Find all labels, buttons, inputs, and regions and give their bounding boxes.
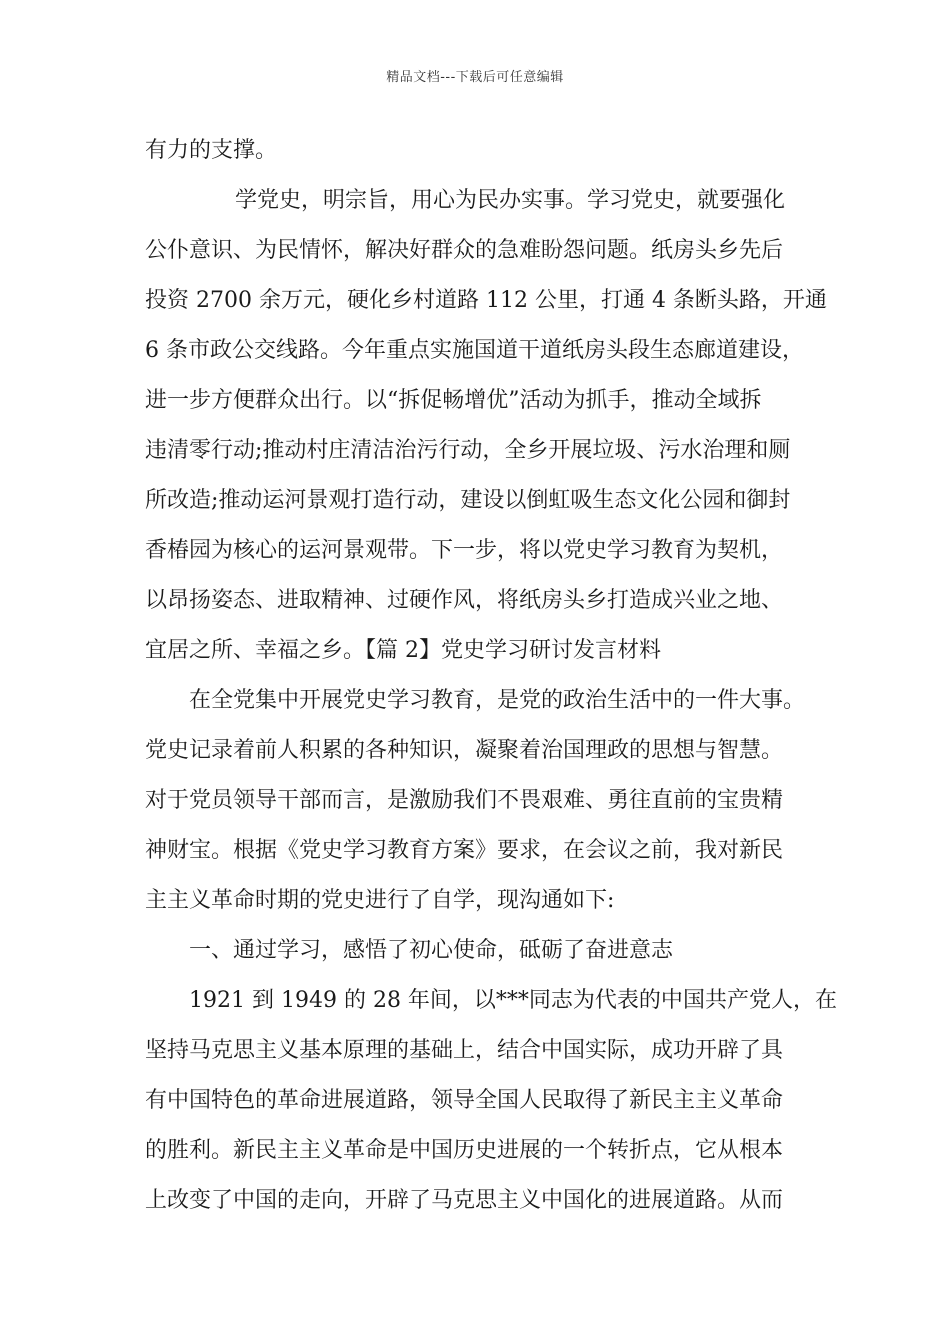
section-heading: 一、通过学习，感悟了初心使命，砥砺了奋进意志 <box>189 938 674 963</box>
text-line: 进一步方便群众出行。以“拆促畅增优”活动为抓手，推动全域拆 <box>145 388 762 413</box>
text-line: 宜居之所、幸福之乡。【篇 2】党史学习研讨发言材料 <box>145 638 661 663</box>
text-line: 香椿园为核心的运河景观带。下一步，将以党史学习教育为契机， <box>145 538 784 563</box>
text-line: 公仆意识、为民情怀，解决好群众的急难盼怨问题。纸房头乡先后 <box>145 238 784 263</box>
paragraph-start-line: 在全党集中开展党史学习教育，是党的政治生活中的一件大事。 <box>189 688 806 713</box>
text-line: 违清零行动;推动村庄清洁治污行动，全乡开展垃圾、污水治理和厕 <box>145 438 791 463</box>
paragraph-start-line: 1921 到 1949 的 28 年间，以***同志为代表的中国共产党人，在 <box>189 988 837 1013</box>
text-line: 上改变了中国的走向，开辟了马克思主义中国化的进展道路。从而 <box>145 1188 784 1213</box>
text-line: 6 条市政公交线路。今年重点实施国道干道纸房头段生态廊道建设， <box>145 338 804 363</box>
text-line: 坚持马克思主义基本原理的基础上，结合中国实际，成功开辟了具 <box>145 1038 784 1063</box>
text-line: 有力的支撑。 <box>145 138 278 163</box>
paragraph-start-line: 学党史，明宗旨，用心为民办实事。学习党史，就要强化 <box>235 188 786 213</box>
text-line: 神财宝。根据《党史学习教育方案》要求，在会议之前，我对新民 <box>145 838 784 863</box>
page-header: 精品文档---下载后可任意编辑 <box>386 70 564 85</box>
text-line: 投资 2700 余万元，硬化乡村道路 112 公里，打通 4 条断头路，开通 <box>145 288 827 313</box>
text-line: 对于党员领导干部而言，是激励我们不畏艰难、勇往直前的宝贵精 <box>145 788 784 813</box>
text-line: 主主义革命时期的党史进行了自学，现沟通如下: <box>145 888 615 913</box>
text-line: 以昂扬姿态、进取精神、过硬作风，将纸房头乡打造成兴业之地、 <box>145 588 784 613</box>
document-body <box>145 126 837 1226</box>
text-line: 所改造;推动运河景观打造行动，建设以倒虹吸生态文化公园和御封 <box>145 488 791 513</box>
text-line: 有中国特色的革命进展道路，领导全国人民取得了新民主主义革命 <box>145 1088 784 1113</box>
text-line: 党史记录着前人积累的各种知识，凝聚着治国理政的思想与智慧。 <box>145 738 784 763</box>
text-line: 的胜利。新民主主义革命是中国历史进展的一个转折点，它从根本 <box>145 1138 784 1163</box>
